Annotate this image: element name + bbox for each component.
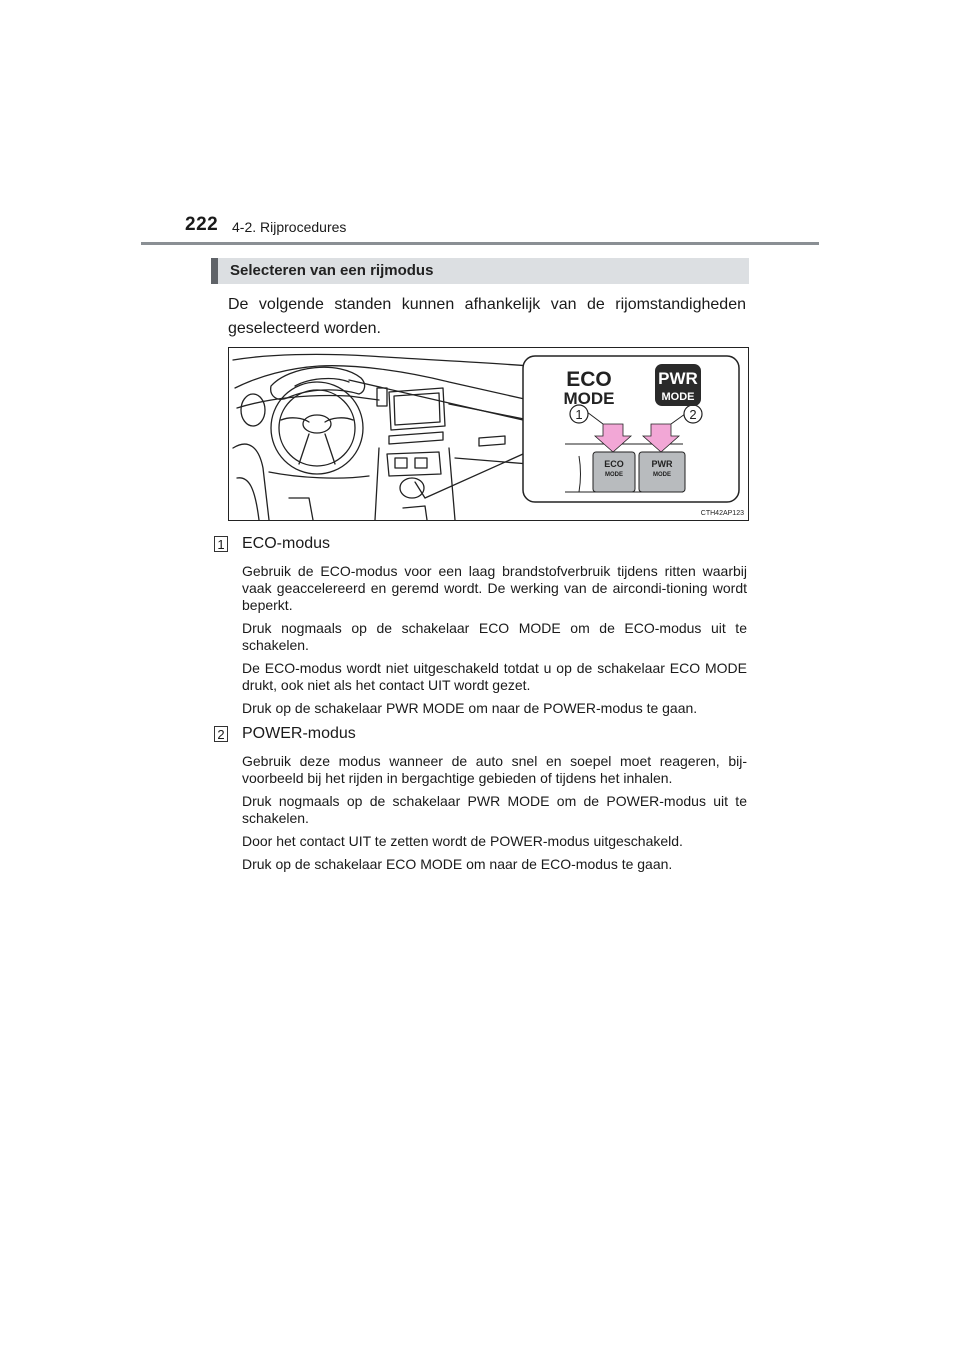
item-number-badge: 1 (214, 536, 228, 552)
section-title: Selecteren van een rijmodus (230, 262, 434, 279)
callout-1: 1 (575, 407, 583, 422)
callout-2: 2 (689, 407, 697, 422)
chapter-title: 4-2. Rijprocedures (232, 219, 347, 235)
eco-mode-logo-line1: ECO (566, 368, 612, 391)
item-number-badge: 2 (214, 726, 228, 742)
pwr-button-label-line1: PWR (651, 459, 673, 469)
item-paragraph: Druk nogmaals op de schakelaar ECO MODE om de ECO-modus uit te schakelen. (242, 620, 747, 653)
intro-text: De volgende standen kunnen afhankelijk van de rijomstandigheden geselecteerd worden. (228, 296, 746, 337)
item-paragraph: Druk nogmaals op de schakelaar PWR MODE om de POWER-modus uit te schakelen. (242, 793, 747, 826)
section-heading (211, 258, 749, 284)
eco-button-label-line2: MODE (605, 472, 623, 478)
item-title: POWER-modus (242, 725, 356, 742)
dashboard-drawing (229, 348, 749, 521)
page-number: 222 (185, 214, 219, 235)
pwr-mode-logo-line2: MODE (661, 391, 695, 403)
illustration (228, 347, 749, 521)
item-paragraph: De ECO-modus wordt niet uitgeschakeld totdat u op de schakelaar ECO MODE drukt, ook niet als het contact UIT wordt gezet. (242, 660, 747, 693)
item-paragraph: Gebruik de ECO-modus voor een laag brandstofverbruik tijdens ritten waarbij vaak geaccelereerd en geremd wordt. De werking van de aircondi-tioning wordt beperkt. (242, 563, 747, 613)
eco-button-label-line1: ECO (604, 459, 624, 469)
item-paragraph: Druk op de schakelaar ECO MODE om naar de ECO-modus te gaan. (242, 856, 673, 872)
item-paragraph: Druk op de schakelaar PWR MODE om naar de POWER-modus te gaan. (242, 700, 698, 716)
pwr-button-label-line2: MODE (653, 472, 671, 478)
item-paragraph: Door het contact UIT te zetten wordt de POWER-modus uitgeschakeld. (242, 833, 683, 849)
header-rule (141, 242, 819, 245)
item-body (242, 563, 747, 723)
item-paragraph: Gebruik deze modus wanneer de auto snel en soepel moet reageren, bij-voorbeeld bij het rijden in bergachtige gebieden of tijdens het inhalen. (242, 753, 747, 786)
pwr-mode-logo-line1: PWR (658, 369, 698, 388)
figure-code: CTH42AP123 (700, 510, 744, 517)
item-title: ECO-modus (242, 535, 331, 552)
eco-mode-logo-line2: MODE (563, 389, 615, 408)
item-body (242, 753, 747, 879)
